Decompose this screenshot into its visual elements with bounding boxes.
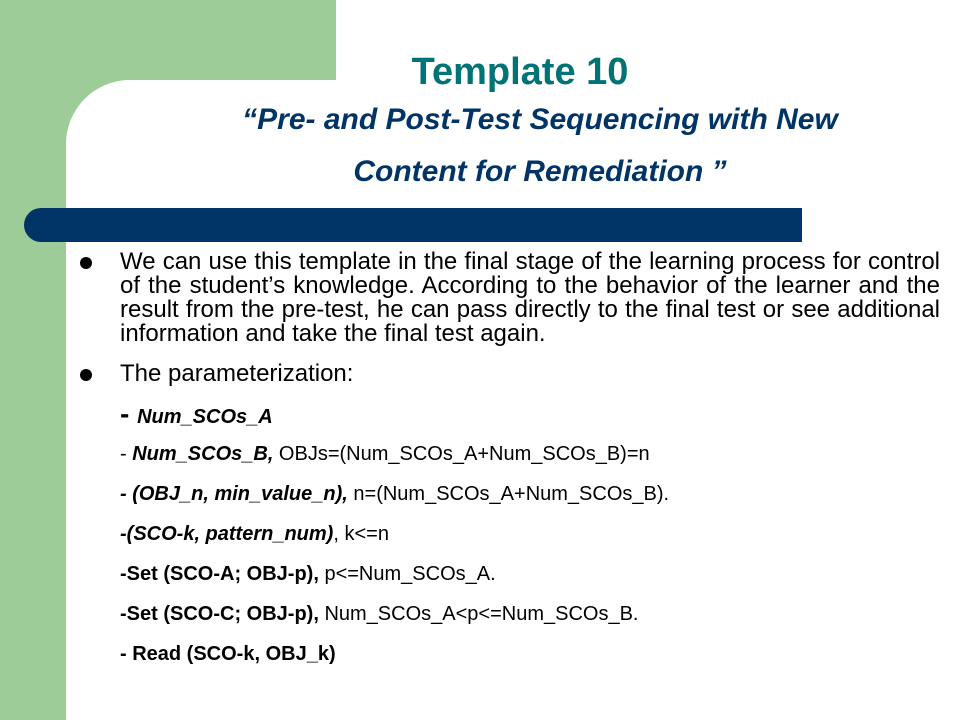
param-name: -Set (SCO-C; OBJ-p),	[120, 603, 319, 625]
param-name: -Set (SCO-A; OBJ-p),	[120, 563, 319, 585]
title-divider-bar	[24, 208, 802, 242]
bullet-text: The parameterization:	[120, 360, 354, 387]
param-name: -(SCO-k, pattern_num)	[120, 523, 334, 545]
slide-subtitle	[100, 94, 960, 198]
param-line	[120, 602, 940, 626]
param-line	[120, 442, 940, 466]
param-line	[120, 642, 940, 666]
slide-title: Template 10	[411, 51, 629, 93]
param-name: Num_SCOs_A	[137, 406, 273, 428]
param-detail: Num_SCOs_A<p<=Num_SCOs_B.	[318, 603, 639, 625]
slide-body	[80, 250, 940, 666]
bullet-dot-icon	[80, 369, 92, 381]
subtitle-line-2: Content for Remediation ”	[353, 155, 727, 188]
param-name: Num_SCOs_B,	[132, 443, 274, 465]
subtitle-line-1: “Pre- and Post-Test Sequencing with New	[242, 103, 838, 136]
bullet-dot-icon	[80, 257, 92, 269]
param-dash: -	[120, 443, 133, 465]
param-name: - (OBJ_n, min_value_n),	[120, 483, 348, 505]
param-line	[120, 482, 940, 506]
param-detail: p<=Num_SCOs_A.	[318, 563, 496, 585]
bullet-text: We can use this template in the final stage of the learning process for control of the student’s knowledge. According to the behavior of the learner and the result from the pre-test, he can pass directly to the final test or see additional information and take the final test again.	[120, 248, 940, 347]
param-line	[120, 522, 940, 546]
param-detail: n=(Num_SCOs_A+Num_SCOs_B).	[347, 483, 670, 505]
param-name: - Read (SCO-k, OBJ_k)	[120, 643, 336, 665]
param-line	[120, 398, 940, 429]
param-detail: , k<=n	[333, 523, 389, 545]
param-detail: OBJs=(Num_SCOs_A+Num_SCOs_B)=n	[273, 443, 650, 465]
bullet-item	[80, 250, 940, 346]
param-dash: -	[120, 398, 138, 429]
bullet-item	[80, 362, 940, 386]
param-line	[120, 562, 940, 586]
